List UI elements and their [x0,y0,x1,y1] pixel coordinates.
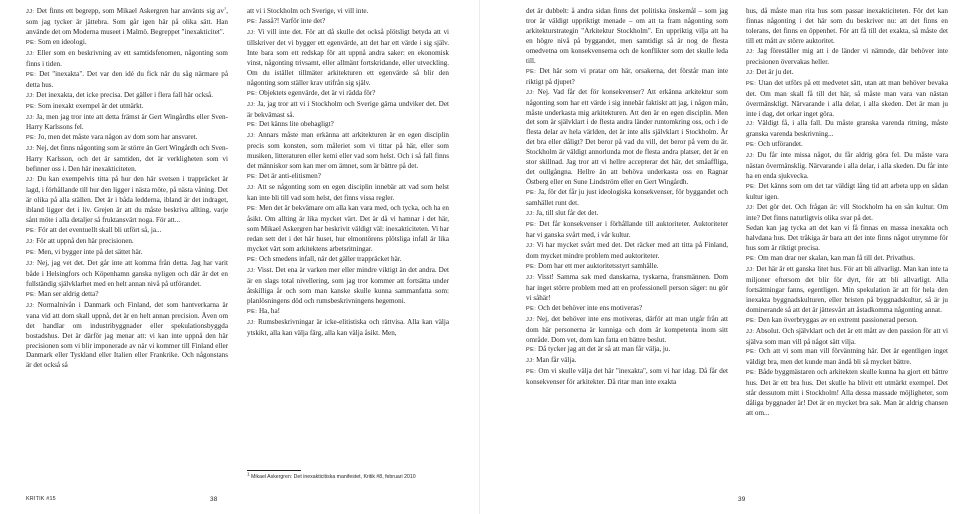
paragraph-text: Som en ideologi. [38,37,87,46]
interview-paragraph [26,175,228,226]
speaker-label: PE: [526,190,537,197]
paragraph-text: Vi vill inte det. För att då skulle det också plötsligt betyda att vi tillskriver det vi bygger ett egenvärde, att det har ett värde i sig själv. Inte bara som ett redskap för att uppnå andra saker: en ekonomisk vinst, någonting trivsamt, eller allmänt fortskridande, eller utveckling. Om du istället tillmäter arkitekturen ett egenvärde så blir den någonting som ställer krav utifrån sig själv. [247,27,449,87]
interview-paragraph [247,17,449,28]
paragraph-text-continued: , som jag tycker är jättebra. Som går igen här på olika sätt. Han använde det om Moderna museet i Malmö. Begreppet "inexakticitet". [26,7,228,36]
interview-paragraph [746,140,948,151]
interview-paragraph [526,367,728,388]
speaker-label: JJ: [526,211,535,218]
speaker-label: JJ: [746,266,755,273]
interview-paragraph [26,133,228,144]
interview-paragraph [247,183,449,204]
page-number-left: 38 [210,496,218,503]
interview-paragraph [26,237,228,248]
left-page-column-2 [247,7,449,339]
paragraph-text: Sedan kan jag tycka att det kan vi få finnas en massa inexakta och halvdana hus. Det tråkiga är bara att det inte finns något utrymme för hus som är riktigt precisa. [746,224,948,252]
speaker-label: JJ: [26,302,35,309]
interview-paragraph [247,120,449,131]
interview-paragraph [746,68,948,79]
speaker-label: JJ: [26,238,35,245]
speaker-label: JJ: [746,121,755,128]
interview-paragraph [26,38,228,49]
interview-paragraph [247,7,449,17]
interview-paragraph [26,301,228,372]
speaker-label: PE: [26,135,37,142]
interview-paragraph [26,70,228,91]
interview-paragraph [26,144,228,175]
speaker-label: JJ: [746,69,755,76]
paragraph-text: Dom har ett mer auktoritetsstyrt samhälle. [538,261,659,270]
paragraph-text: Och det behöver inte ens motiveras? [538,303,643,312]
paragraph-text: Det gör det. Och frågan är: vill Stockholm ha en sån kultur. Om inte? Det finns naturligtvis olika svar på det. [746,203,948,223]
interview-paragraph [526,67,728,88]
paragraph-text: Normalnivån i Danmark och Finland, det som hantverkarna är vana vid att dom skall uppnå, det är en helt annan precision. Även om det handlar om industribyggnader eller spekulationsbyggda bostadshus. Det är därför jag menar att: vi kan inte uppnå den här precisionen som vi blir imponerade av när vi kommer till Finland eller Danmark eller Tyskland eller Italien eller Frankrike. Och någonstans är det också så [26,300,228,370]
footnote-rule [247,470,301,471]
speaker-label: PE: [526,305,537,312]
speaker-label: JJ: [526,358,535,365]
speaker-label: PE: [247,122,258,129]
paragraph-text: Du får inte missa något, du får aldrig göra fel. Du måste vara nästan övermänsklig. Närvarande i alla delar, i alla skeden. Du får inte ha en enda sjukvecka. [746,151,948,181]
paragraph-text: Absolut. Och självklart och det är ett mått av den passion för att vi själva som man vill på något sätt vilja. [746,326,948,346]
interview-paragraph [746,203,948,224]
paragraph-text: Man får välja. [536,356,577,365]
interview-paragraph [746,254,948,265]
paragraph-text: hus, då måste man rita hus som passar inexakticiteten. För det kan finnas någonting i det här som du beskriver nu: att det finns en tolerans, det finns en öppenhet. För att få till det exakta, så måste det till ett mått av större auktoritet. [746,7,948,45]
footnote-reference: 1 [223,7,227,11]
speaker-label: PE: [26,71,37,78]
footnote-mark: 1 [247,471,250,477]
speaker-label: PE: [26,228,37,235]
interview-paragraph [247,255,449,266]
interview-paragraph [526,315,728,346]
speaker-label: PE: [746,349,757,356]
paragraph-text: Ha, ha! [259,306,281,315]
interview-paragraph [247,89,449,100]
speaker-label: JJ: [26,50,35,57]
paragraph-text: Ja, för det får ju just ideologiska konsekvenser, för byggandet och samhället runt det. [526,188,728,208]
paragraph-text: Ja, jag tror att vi i Stockholm och Sverige gärna undviker det. Det är bekvämast så. [247,99,449,119]
paragraph-text: Jasså?! Varför inte det? [259,16,326,25]
interview-paragraph [247,172,449,183]
page-number-right: 39 [738,496,746,503]
interview-paragraph [247,307,449,318]
speaker-label: JJ: [526,89,535,96]
paragraph-text: Vi har mycket svårt med det. Det räcker med att titta på Finland, dom mycket mindre problem med auktoriteter. [526,240,728,260]
paragraph-text: Att se någonting som en egen disciplin innebär att vad som helst kan inte bli till vad som helst, det finns vissa regler. [247,183,449,203]
speaker-label: PE: [247,90,258,97]
paragraph-text: Då tycker jag att det är så att man får välja, ju. [538,345,671,354]
speaker-label: PE: [746,142,757,149]
paragraph-text: Det är anti-elitismen? [259,172,321,181]
speaker-label: PE: [26,249,37,256]
interview-paragraph [746,119,948,140]
interview-paragraph [26,226,228,237]
paragraph-text: det är dubbelt: å andra sidan finns det politiska önskemål – som jag tror är väldigt uppriktigt menade – om att ta fram någonting som arkitekturstrategin "Arkitektur Stockholm". En uppriktig vilja att ha en högre nivå på byggandet, men samtidigt så är nog de flesta omedvetna om konsekvenserna och de konflikter som det skulle leda till. [526,7,728,65]
paragraph-text: Jag föreställer mig att i de länder vi nämnde, där behöver inte precisionen övervakas heller. [746,46,948,66]
paragraph-text: att vi i Stockholm och Sverige, vi vill inte. [247,7,369,15]
speaker-label: PE: [26,39,37,46]
interview-paragraph [247,100,449,121]
speaker-label: PE: [247,206,258,213]
interview-paragraph [526,7,728,67]
speaker-label: JJ: [526,242,535,249]
speaker-label: JJ: [26,146,35,153]
paragraph-text: Det inexakta, det icke precisa. Det gäller i flera fall här också. [36,90,213,99]
speaker-label: PE: [526,369,537,376]
right-page [480,0,960,514]
speaker-label: JJ: [26,114,35,121]
interview-paragraph [746,182,948,203]
paragraph-text: Den kan överbryggas av en extremt passionerad person. [758,315,918,324]
paragraph-text: Och utförandet. [758,140,803,149]
paragraph-text: Rumsbeskrivningar är icke-elitistiska och rättvisa. Alla kan välja ytskikt, alla kan välja färg, alla kan välja åsikt. Men, [247,317,449,337]
speaker-label: JJ: [526,316,535,323]
interview-paragraph [247,266,449,307]
paragraph-text: Jo, men det måste vara någon av dom som har ansvaret. [38,133,198,142]
magazine-name: KRITIK #15 [26,496,56,502]
speaker-label: JJ: [247,267,256,274]
speaker-label: PE: [526,222,537,229]
interview-paragraph [26,290,228,301]
interview-paragraph [526,241,728,262]
paragraph-text: Man ser aldrig detta? [38,289,99,298]
speaker-label: JJ: [247,133,256,140]
interview-paragraph [746,224,948,254]
interview-paragraph [526,356,728,367]
right-page-column-2 [746,7,948,419]
interview-paragraph [526,188,728,209]
paragraph-text: Det får konsekvenser i förhållande till auktoriteter. Auktoriteter har vi ganska svårt med, i vår kultur. [526,220,728,239]
speaker-label: JJ: [746,48,755,55]
paragraph-text: Väldigt få, i alla fall. Du måste granska varenda ritning, måste granska varenda beskrivning... [746,119,948,139]
interview-paragraph [247,204,449,255]
speaker-label: PE: [746,184,757,191]
interview-paragraph [746,368,948,419]
paragraph-text: Eller som en beskrivning av ett samtidsfenomen, någonting som finns i tiden. [26,48,228,68]
speaker-label: JJ: [746,153,755,160]
paragraph-text: Nej, det behöver inte ens motiveras, därför att man utgår från att dom här personerna är kunniga och dom är kompetenta inom sitt område. Dom vet, dom kan fatta ett bättre beslut. [526,314,728,344]
speaker-label: JJ: [26,9,35,15]
paragraph-text: Som inexakt exempel är det utmärkt. [38,101,144,110]
speaker-label: PE: [26,103,37,110]
interview-paragraph [526,88,728,189]
interview-paragraph [746,265,948,316]
interview-paragraph [526,220,728,241]
interview-paragraph [26,49,228,70]
speaker-label: PE: [746,317,757,324]
interview-paragraph [247,318,449,339]
paragraph-text: Utan det utförs på ett medvetet sätt, utan att man behöver bevaka det. Om man skall få till det här, så måste man vara van nästan övermänskligt. Närvarande i alla delar, i alla skeden. Det är man ju inte i dag, det orkar inget göra. [746,78,948,118]
interview-paragraph [526,345,728,356]
paragraph-text: Det finns ett begrepp, som Mikael Askergren har använts sig av [36,7,224,15]
footnote [247,471,457,481]
speaker-label: PE: [247,308,258,315]
interview-paragraph [746,347,948,368]
paragraph-text: Men det är bekvämare om alla kan vara med, och tycka, och ha en åsikt. Om allting är lika mycket värt. Det är då vi hamnar i det här, som Mikael Askergren har beskrivit väldigt väl: inexakticiteten. Vi har redan sett det i det här huset, hur elmontörens plötsliga infall är lika mycket värt som arkitektens arbetsritningar. [247,204,449,253]
speaker-label: PE: [526,263,537,270]
paragraph-text: Det "inexakta". Det var den idé du fick när du såg närmare på detta hus. [26,69,228,89]
interview-paragraph [526,262,728,273]
speaker-label: JJ: [247,29,256,36]
paragraph-text: Nej, det finns någonting som är större än Gert Wingårdh och Sven-Harry Karlsson, och det är samtiden, det är verkligheten som vi befinner oss i. Den här inexakticiteten. [26,144,228,174]
paragraph-text: Visst. Det ena är varken mer eller mindre viktigt än det andra. Det är en slags total nivellering, som jag tror kommer att fortsätta under åtskilliga år och som man kanske skulle kunna sammanfatta som: planlösningens död och rumsbeskrivningens hegemoni. [247,265,449,305]
paragraph-text: Det här är ett ganska litet hus. För att bli allvarligt. Man kan inte ta miljoner eftersom det blir för dyrt, för att bli allvarligt. Alla fortsättningar fanns, egentligen. Min spekulation är att för hela den inexakta byggnadskulturen, eller bristen på byggnadskultur, så är ju dominerande så att det är jättesvårt att åstadkomma någonting annat. [746,264,948,314]
right-page-column-1 [526,7,728,388]
interview-paragraph [247,131,449,172]
paragraph-text: Om man drar ner skalan, kan man få till det. Privathus. [758,253,915,262]
paragraph-text: Objektets egenvärde, det är vi rädda för? [259,88,376,97]
speaker-label: JJ: [526,274,535,281]
paragraph-text: Både byggmästaren och arkitekten skulle kunna ha gjort ett bättre hus. Det är ett bra hus. Det skulle ha blivit ett utmärkt exempel. Det står dessutom mitt i Stockholm! Alla dessa massade möjligheter, som dåliga byggnader är! Det är en mycket bra sak. Man är aldrig chansen att om... [746,368,948,418]
paragraph-text: För att det eventuellt skall bli utfört så, ja... [38,226,162,235]
speaker-label: PE: [526,68,537,75]
interview-paragraph [526,304,728,315]
paragraph-text: Det är ju det. [756,67,794,76]
paragraph-text: Du kan exempelvis titta på hur den här svetsen i trappräcket är lagd, i förhållande till hur den ligger i nästa möte, på nästa våning. Det är olika på alla ställen. Det är i båda ledderna, ibland är det indraget, ibland ligger det i liv. Grejen är att du måste beskriva allting, varje sånt möte i alla detaljer så fruktansvärt noga. För att... [26,175,228,225]
interview-paragraph [26,7,228,38]
paragraph-text: Nej, jag vet det. Det går inte att komma från detta. Jag har varit både i Helsingfors och Köpenhamn ganska nyligen och där är det en fullständig självklarhet med en helt annan nivå på utförandet. [26,258,228,288]
interview-paragraph [26,91,228,102]
speaker-label: JJ: [247,185,256,192]
paragraph-text: Och smedens infall, när det gäller trappräcket här. [259,254,402,263]
interview-paragraph [746,7,948,47]
speaker-label: PE: [746,80,757,87]
paragraph-text: Det här som vi pratar om här, orsakerna, det förstår man inte riktigt på djupet? [526,66,728,86]
interview-paragraph [746,151,948,182]
speaker-label: PE: [26,291,37,298]
interview-paragraph [526,209,728,220]
paragraph-text: Nej. Vad får det för konsekvenser? Att erkänna arkitektur som någonting som har ett värde i sig innebär faktiskt att jag, i någon mån, måste underkasta mig arkitekturen. Att den är en egen disciplin. Men det som är självklart i de flesta andra länder runtomkring oss, och i de flesta delar av hela världen, det är inte alls självklart i Stockholm. Är det bra eller dåligt? Det beror på vad du vill, det beror på vem du är. Stockholm är väldigt annorlunda mot de flesta andra platser, det är en stor skillnad. Jag tror att vi hellre accepterar det här, det småaffliga, det oullgångna. Hellre än att behöva underkasta oss en Ragnar Östberg eller en Sune Lindström eller en Gert Wingårdh. [526,87,728,187]
speaker-label: JJ: [746,328,755,335]
interview-paragraph [746,327,948,348]
interview-paragraph [26,259,228,290]
speaker-label: PE: [247,256,258,263]
paragraph-text: Det känns lite obehagligt? [259,120,334,129]
footnote-text: Mikael Askergren: Det inexakticitiska manifestet, Kritik #8, februari 2010 [251,474,416,480]
paragraph-text: Men, vi bygger inte på det sättet här. [38,247,143,256]
interview-paragraph [746,79,948,120]
speaker-label: JJ: [247,101,256,108]
left-page-column-1 [26,7,228,371]
speaker-label: PE: [247,174,258,181]
speaker-label: JJ: [26,92,35,99]
interview-paragraph [526,273,728,304]
paragraph-text: För att uppnå den här precisionen. [36,236,134,245]
interview-paragraph [26,102,228,113]
interview-paragraph [247,28,449,89]
speaker-label: PE: [746,370,757,377]
paragraph-text: Visst! Samma sak med danskarna, tyskarna, fransmännen. Dom har inget större problem med att en professionell person säger: nu gör vi såhär! [526,272,728,302]
interview-paragraph [746,47,948,68]
paragraph-text: Annars måste man erkänna att arkitekturen är en egen disciplin precis som konsten, som måleriet som vi tittar på här, eller som musiken, litteraturen eller kemi eller vad som helst. Och i så fall finns det människor som kan mer om ämnet, som är bättre på det. [247,131,449,171]
interview-paragraph [26,113,228,134]
speaker-label: JJ: [26,260,35,267]
speaker-label: PE: [247,18,258,25]
paragraph-text: Om vi skulle välja det här "inexakta", som vi har idag. Då får det konsekvenser för arkitekter. Då ritar man inte exakta [526,367,728,387]
speaker-label: PE: [746,255,757,262]
interview-paragraph [26,248,228,259]
paragraph-text: Ja, till slut får det det. [536,209,599,218]
interview-paragraph [746,316,948,327]
paragraph-text: Ja, men jag tror inte att detta främst är Gert Wingårdhs eller Sven-Harry Karlssons fel. [26,112,228,132]
speaker-label: JJ: [26,177,35,184]
paragraph-text: Och att vi som man vill förväntning här. Det är egentligen inget väldigt bra, men det kunde man ändå bli så mycket bättre. [746,347,948,367]
speaker-label: PE: [526,347,537,354]
speaker-label: JJ: [247,319,256,326]
paragraph-text: Det känns som om det tar väldigt lång tid att arbeta upp en sådan kultur igen. [746,182,948,202]
speaker-label: JJ: [746,205,755,212]
